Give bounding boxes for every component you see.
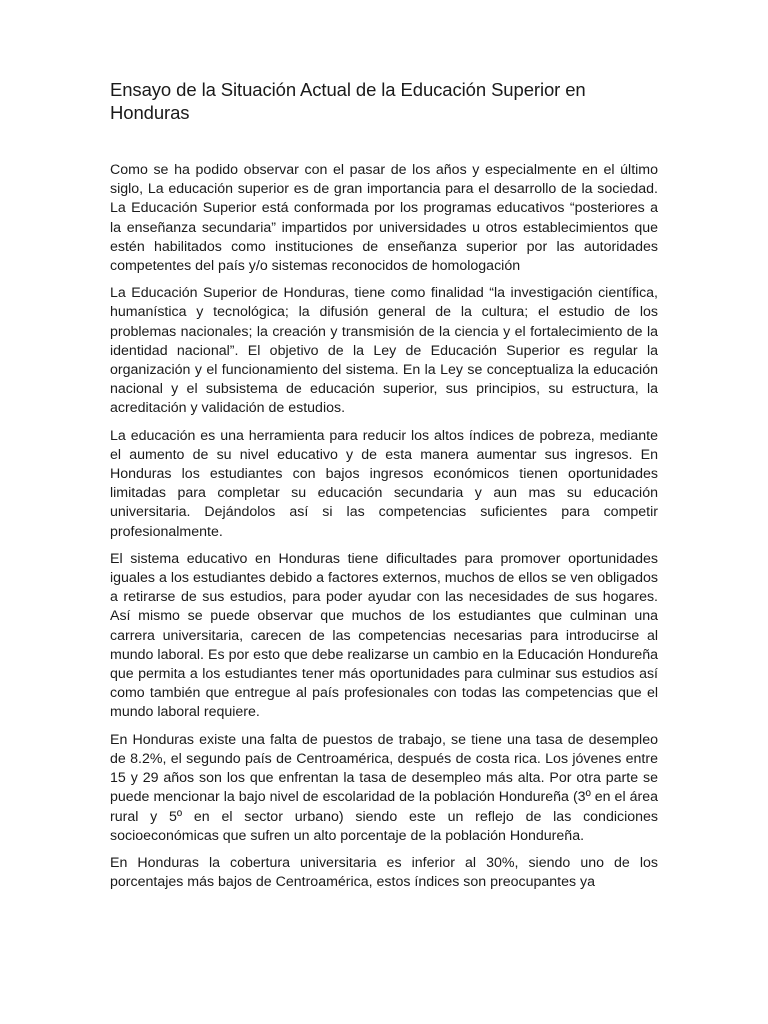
paragraph-3: La educación es una herramienta para reducir los altos índices de pobreza, mediante el aumento de su nivel educativo y de esta manera aumentar sus ingresos. En Honduras los estudiantes con bajos ingresos económicos tienen oportunidades limitadas para completar su educación secundaria y aun mas su educación universitaria. Dejándolos así si las competencias suficientes para competir profesionalmente. [110,427,658,540]
document-title: Ensayo de la Situación Actual de la Educación Superior en Honduras [110,79,586,123]
paragraph-6: En Honduras la cobertura universitaria es inferior al 30%, siendo uno de los porcentajes más bajos de Centroamérica, estos índices son preocupantes ya [110,854,658,891]
paragraph-5: En Honduras existe una falta de puestos de trabajo, se tiene una tasa de desempleo de 8.2%, el segundo país de Centroamérica, después de costa rica. Los jóvenes entre 15 y 29 años son los que enfrentan la tasa de desempleo más alta. Por otra parte se puede mencionar la bajo nivel de escolaridad de la población Hondureña (3º en el área rural y 5º en el sector urbano) siendo este un reflejo de las condiciones socioeconómicas que sufren un alto porcentaje de la población Hondureña. [110,731,658,844]
paragraph-4: El sistema educativo en Honduras tiene dificultades para promover oportunidades iguales a los estudiantes debido a factores externos, muchos de ellos se ven obligados a retirarse de sus estudios, para poder ayudar con las necesidades de sus hogares. Así mismo se puede observar que muchos de los estudiantes que culminan una carrera universitaria, carecen de las competencias necesarias para introducirse al mundo laboral. Es por esto que debe realizarse un cambio en la Educación Hondureña que permita a los estudiantes tener más oportunidades para culminar sus estudios así como también que entregue al país profesionales con todas las competencias que el mundo laboral requiere. [110,550,658,721]
paragraph-2: La Educación Superior de Honduras, tiene como finalidad “la investigación científica, humanística y tecnológica; la difusión general de la cultura; el estudio de los problemas nacionales; la creación y transmisión de la ciencia y el fortalecimiento de la identidad nacional”. El objetivo de la Ley de Educación Superior es regular la organización y el funcionamiento del sistema. En la Ley se conceptualiza la educación nacional y el subsistema de educación superior, sus principios, su estructura, la acreditación y validación de estudios. [110,285,658,417]
paragraph-1: Como se ha podido observar con el pasar de los años y especialmente en el último siglo, La educación superior es de gran importancia para el desarrollo de la sociedad. La Educación Superior está conformada por los programas educativos “posteriores a la enseñanza secundaria” impartidos por universidades u otros establecimientos que estén habilitados como instituciones de enseñanza superior por las autoridades competentes del país y/o sistemas reconocidos de homologación [110,162,658,275]
